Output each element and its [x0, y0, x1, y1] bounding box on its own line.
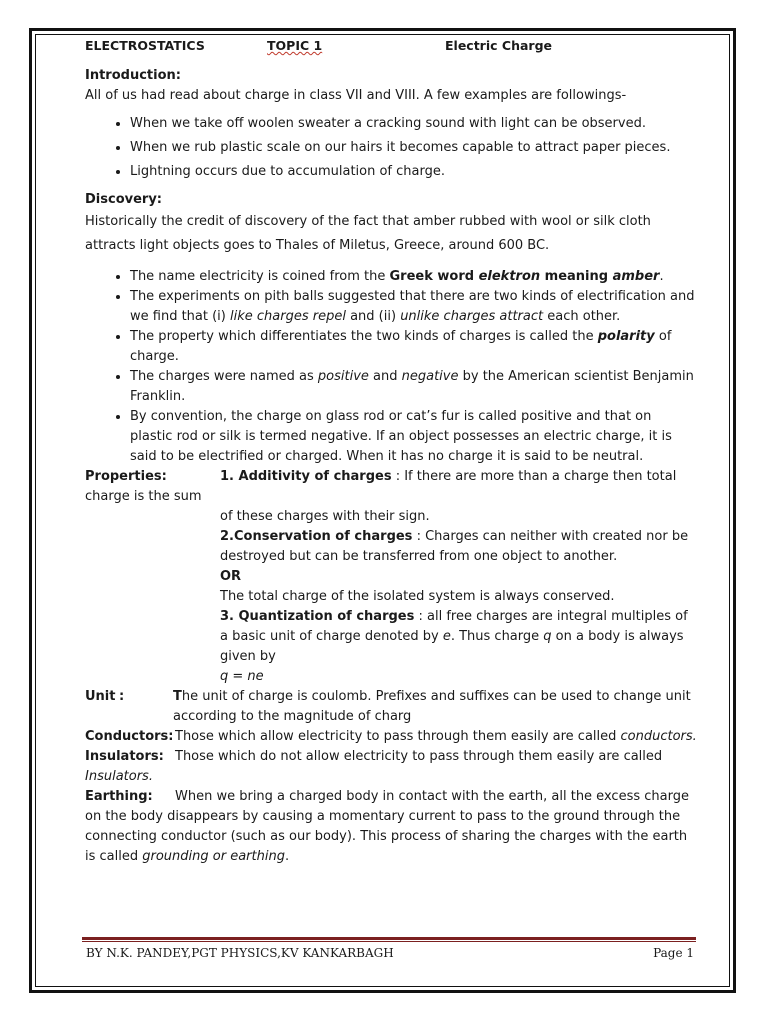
header-title: Electric Charge — [445, 38, 552, 53]
discovery-bullet: • The name electricity is coined from the Greek word elektron meaning amber. — [130, 267, 697, 287]
footer-author: BY N.K. PANDEY,PGT PHYSICS,KV KANKARBAGH — [86, 946, 394, 960]
header-subject: ELECTROSTATICS — [85, 38, 205, 53]
properties-section — [85, 467, 697, 687]
page-header — [85, 34, 697, 56]
discovery-bullet: • The charges were named as positive and negative by the American scientist Benjamin Franklin. — [130, 367, 697, 407]
page-footer — [86, 944, 694, 964]
property-or: OR — [220, 569, 242, 584]
discovery-bullet: • By convention, the charge on glass rod or cat’s fur is called positive and that on plastic rod or silk is termed negative. If an object possesses an electric charge, it is said to be electrified or charged. When it has no charge it is said to be neutral. — [130, 407, 697, 467]
property-2: 2.Conservation of charges : Charges can neither with created nor be destroyed but can be transferred from one object to another. — [220, 529, 689, 564]
earthing-definition: Earthing: When we bring a charged body in contact with the earth, all the excess charge on the body disappears by causing a momentary current to pass to the ground through the connecting conductor (such as our body). This process of sharing the charges with the earth is called grounding or earthing. — [85, 789, 689, 864]
insulators-term: Insulators. — [85, 769, 153, 784]
property-1-continued: charge is the sum — [85, 489, 202, 504]
unit-section — [85, 687, 697, 727]
property-3: 3. Quantization of charges : all free charges are integral multiples of a basic unit of charge denoted by e. Thus charge q on a body is always given by — [220, 609, 688, 664]
footer-rule-thin — [82, 941, 696, 942]
property-1-continued-2: of these charges with their sign. — [220, 509, 430, 524]
earthing-label: Earthing: — [85, 789, 153, 804]
intro-bullet: • When we take off woolen sweater a cracking sound with light can be observed. — [130, 114, 697, 134]
discovery-bullet-list — [85, 267, 697, 467]
intro-bullet-list — [85, 114, 697, 182]
header-topic: TOPIC 1 — [267, 38, 323, 53]
intro-heading: Introduction: — [85, 68, 181, 83]
insulators-label: Insulators: — [85, 749, 164, 764]
discovery-text: Historically the credit of discovery of the fact that amber rubbed with wool or silk cloth attracts light objects goes to Thales of Miletus, Greece, around 600 BC. — [85, 214, 651, 253]
property-1: Properties: 1. Additivity of charges : If there are more than a charge then total — [85, 467, 697, 487]
properties-label: Properties: — [85, 469, 167, 484]
unit-colon: : — [119, 689, 125, 704]
discovery-heading: Discovery: — [85, 192, 162, 207]
unit-text: The unit of charge is coulomb. Prefixes and suffixes can be used to change unit according to the magnitude of charg — [173, 689, 691, 724]
unit-label: Unit — [85, 689, 116, 704]
conductors-label: Conductors: — [85, 729, 174, 744]
footer-rule — [82, 937, 696, 940]
intro-bullet: • When we rub plastic scale on our hairs it becomes capable to attract paper pieces. — [130, 138, 697, 158]
page-number: Page 1 — [653, 946, 694, 960]
intro-bullet: • Lightning occurs due to accumulation of charge. — [130, 162, 697, 182]
discovery-bullet: • The property which differentiates the two kinds of charges is called the polarity of charge. — [130, 327, 697, 367]
discovery-bullet: • The experiments on pith balls suggested that there are two kinds of electrification and we find that (i) like charges repel and (ii) unlike charges attract each other. — [130, 287, 697, 327]
intro-text: All of us had read about charge in class VII and VIII. A few examples are followings- — [85, 88, 627, 103]
insulators-definition: Insulators: Those which do not allow electricity to pass through them easily are called — [85, 747, 697, 767]
property-2-alt: The total charge of the isolated system is always conserved. — [220, 589, 615, 604]
charge-formula: q = ne — [220, 669, 264, 684]
conductors-definition: Conductors: Those which allow electricity to pass through them easily are called conductors. — [85, 727, 697, 747]
document-body — [85, 34, 697, 867]
